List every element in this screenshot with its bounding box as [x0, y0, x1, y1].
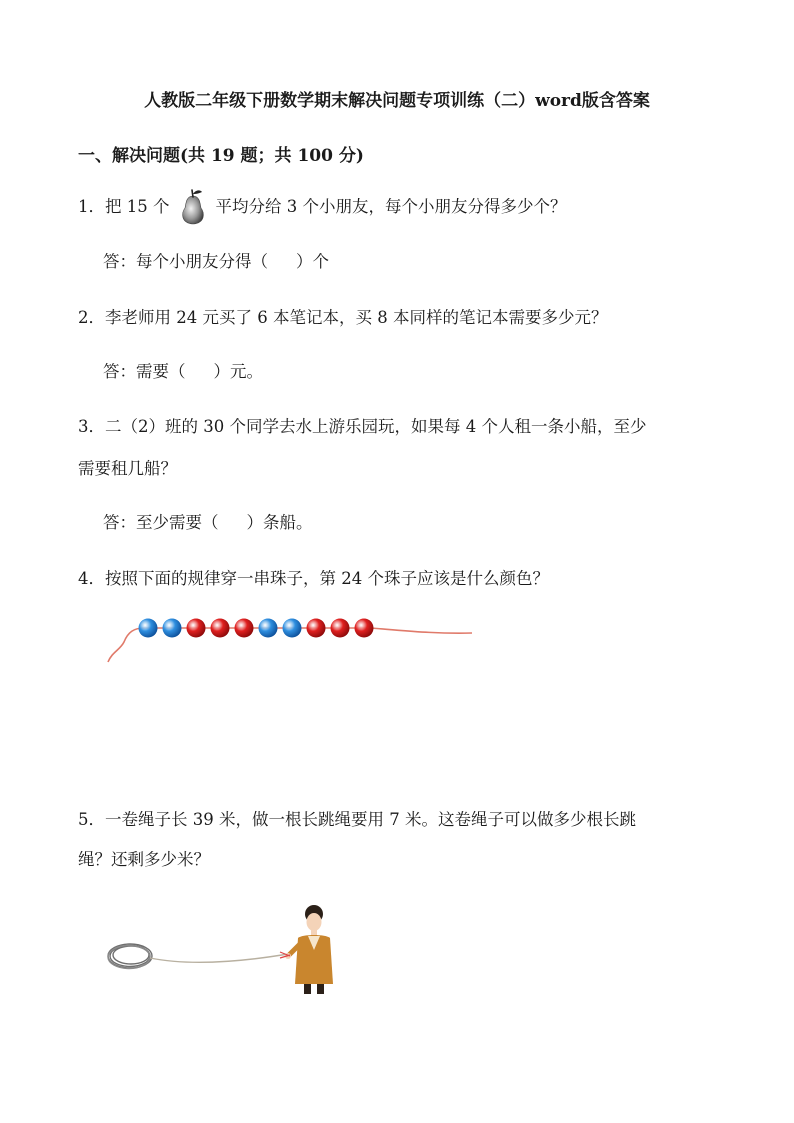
answer-suffix: ）元。 — [213, 362, 263, 381]
red-bead — [307, 619, 326, 638]
question-number: 2． — [78, 308, 105, 327]
question-text: 平均分给 3 个小朋友，每个小朋友分得多少个？ — [215, 197, 567, 216]
blue-bead — [139, 619, 158, 638]
red-bead — [235, 619, 254, 638]
answer-suffix: ）个 — [296, 252, 329, 271]
red-bead — [187, 619, 206, 638]
question-1 — [78, 188, 567, 226]
answer-line-1 — [103, 250, 329, 274]
question-5-line-2: 绳？还剩多少米？ — [78, 850, 210, 869]
question-number: 3． — [78, 417, 105, 436]
question-5 — [78, 808, 636, 832]
question-3-line-2: 需要租几船？ — [78, 459, 177, 478]
question-2 — [78, 306, 607, 330]
rope-illustration — [100, 900, 360, 998]
section-heading: 一、解决问题(共 19 题；共 100 分) — [78, 146, 364, 166]
answer-suffix: ）条船。 — [246, 513, 313, 532]
question-text: 按照下面的规律穿一串珠子，第 24 个珠子应该是什么颜色？ — [105, 569, 549, 588]
red-bead — [211, 619, 230, 638]
answer-prefix: 答：至少需要（ — [103, 513, 219, 532]
question-text: 二（2）班的 30 个同学去水上游乐园玩，如果每 4 个人租一条小船，至少 — [105, 417, 647, 436]
blue-bead — [163, 619, 182, 638]
answer-line-2 — [103, 360, 263, 384]
answer-prefix: 答：需要（ — [103, 362, 186, 381]
answer-prefix: 答：每个小朋友分得（ — [103, 252, 268, 271]
question-number: 4． — [78, 569, 105, 588]
question-3 — [78, 415, 646, 439]
rope-coil-icon — [108, 944, 152, 969]
pear-icon — [176, 188, 210, 226]
blue-bead — [283, 619, 302, 638]
question-text: 把 15 个 — [105, 197, 170, 216]
red-bead — [331, 619, 350, 638]
rope-line — [150, 954, 288, 962]
answer-line-3 — [103, 511, 313, 535]
question-text: 一卷绳子长 39 米，做一根长跳绳要用 7 米。这卷绳子可以做多少根长跳 — [105, 810, 636, 829]
bead-string-illustration — [100, 606, 480, 668]
page-title: 人教版二年级下册数学期末解决问题专项训练（二）word版含答案 — [144, 91, 650, 111]
teacher-figure-icon — [280, 905, 333, 994]
question-number: 5． — [78, 810, 105, 829]
red-bead — [355, 619, 374, 638]
question-4 — [78, 567, 549, 591]
blue-bead — [259, 619, 278, 638]
question-text: 李老师用 24 元买了 6 本笔记本，买 8 本同样的笔记本需要多少元？ — [105, 308, 608, 327]
question-number: 1． — [78, 197, 105, 216]
